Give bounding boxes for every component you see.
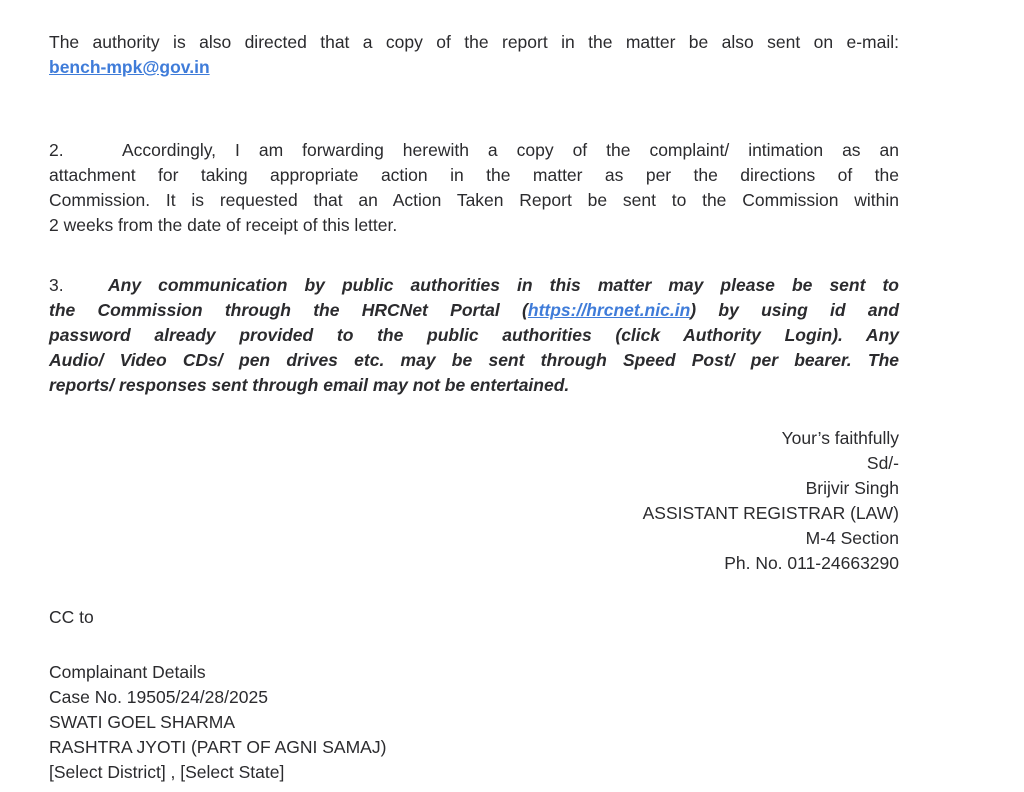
complainant-details-block [49,660,899,785]
complainant-name: SWATI GOEL SHARMA [49,712,236,732]
paragraph-email-directive [49,30,899,80]
paragraph-hrcnet-line1 [49,273,899,298]
paragraph-hrcnet-text2b: ) by using id and [690,300,900,320]
paragraph-forwarding-line2: attachment for taking appropriate action in the matter as per the directions of the [49,165,899,185]
paragraph-hrcnet-text2a: the Commission through the HRCNet Portal ( [49,300,528,320]
paragraph-hrcnet-text1: Any communication by public authorities in this matter may please be sent to [108,275,899,295]
signature-section: M-4 Section [805,528,899,548]
paragraph-number-2: 2. [49,140,64,160]
paragraph-hrcnet-line4: Audio/ Video CDs/ pen drives etc. may be sent through Speed Post/ per bearer. The [49,350,899,370]
paragraph-forwarding [49,138,899,238]
paragraph-number-3: 3. [49,275,64,295]
paragraph-forwarding-text1: Accordingly, I am forwarding herewith a copy of the complaint/ intimation as an [122,140,899,160]
paragraph-hrcnet-line3: password already provided to the public authorities (click Authority Login). Any [49,325,899,345]
paragraph-hrcnet-line2 [49,298,899,323]
email-link[interactable]: bench-mpk@gov.in [49,57,210,77]
paragraph-email-directive-line1 [49,30,899,55]
signature-phone: Ph. No. 011-24663290 [724,553,899,573]
paragraph-forwarding-line4: 2 weeks from the date of receipt of this letter. [49,215,398,235]
signature-sd: Sd/- [866,453,899,473]
hrcnet-portal-link[interactable]: https://hrcnet.nic.in [527,300,691,320]
complainant-details-heading: Complainant Details [49,662,206,682]
signature-salutation: Your’s faithfully [781,428,899,448]
cc-label-text: CC to [49,607,94,627]
paragraph-email-directive-line2 [49,55,899,80]
signature-name: Brijvir Singh [805,478,899,498]
signature-block [49,426,899,576]
paragraph-forwarding-line1 [49,138,899,163]
paragraph-hrcnet-notice [49,273,899,398]
paragraph-forwarding-line3: Commission. It is requested that an Action Taken Report be sent to the Commission within [49,190,899,210]
email-directive-text: The authority is also directed that a copy of the report in the matter be also sent on e-mail: [49,32,899,52]
signature-designation: ASSISTANT REGISTRAR (LAW) [642,503,899,523]
complainant-case-number: Case No. 19505/24/28/2025 [49,687,268,707]
complainant-district-state: [Select District] , [Select State] [49,762,285,782]
complainant-organisation: RASHTRA JYOTI (PART OF AGNI SAMAJ) [49,737,387,757]
paragraph-hrcnet-line5: reports/ responses sent through email may not be entertained. [49,375,570,395]
cc-label [49,605,899,630]
